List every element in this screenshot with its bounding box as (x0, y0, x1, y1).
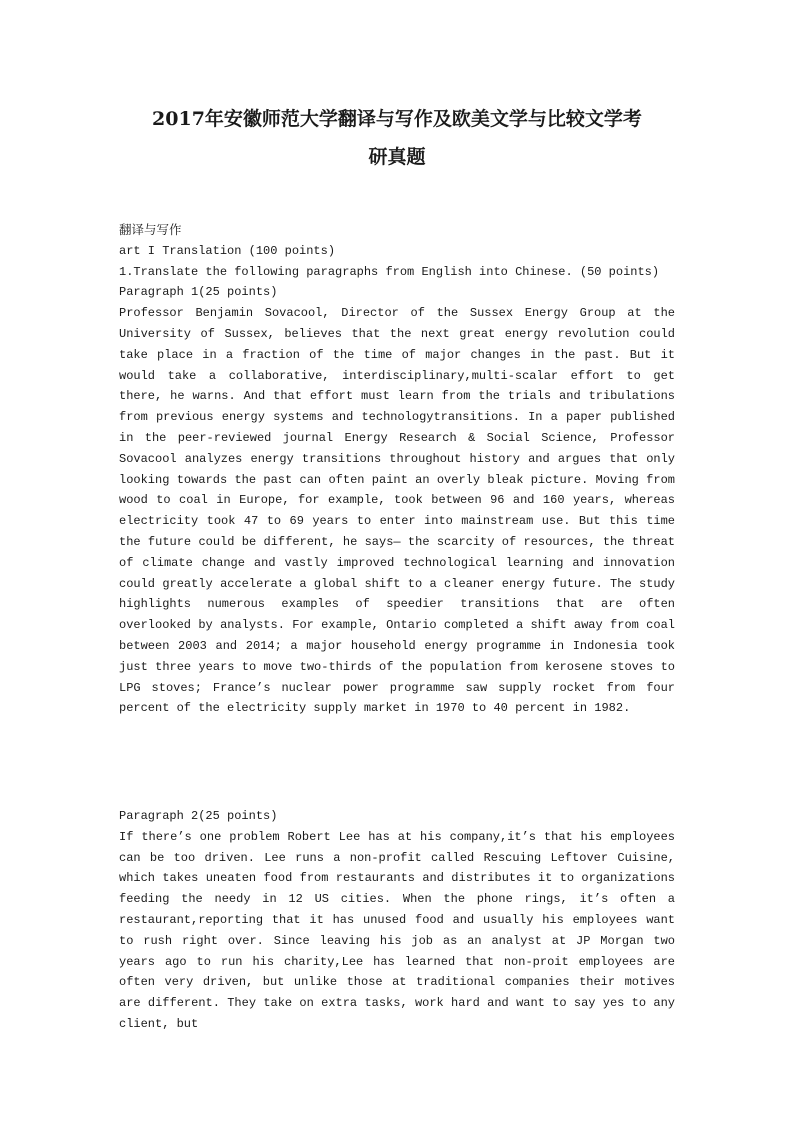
section-heading: 翻译与写作 (119, 222, 182, 237)
content-block-1 (119, 220, 675, 719)
paragraph-2-text: If there’s one problem Robert Lee has at his company,it’s that his employees can be too driven. Lee runs a non-profit called Rescuing Leftover Cuisine, which takes uneaten food from restaurants and distributes it to organizations feeding the needy in 12 US cities. When the phone rings, it’s often a restaurant,reporting that it has unused food and usually his employees want to rush right over. Since leaving his job as an analyst at JP Morgan two years ago to run his charity,Lee has learned that non-proit employees are often very driven, but unlike those at traditional companies their motives are different. They take on extra tasks, work hard and want to say yes to any client, but (119, 829, 675, 1031)
part-heading: art I Translation (100 points) (119, 243, 336, 258)
content-block-2 (119, 806, 675, 1035)
paragraph-1-text: Professor Benjamin Sovacool, Director of the Sussex Energy Group at the University of Sussex, believes that the next great energy revolution could take place in a fraction of the time of major changes in the past. But it would take a collaborative, interdisciplinary,multi-scalar effort to get there, he warns. And that effort must learn from the trials and tribulations from previous energy systems and technologytransitions. In a paper published in the peer-reviewed journal Energy Research & Social Science, Professor Sovacool analyzes energy transitions throughout history and argues that only looking towards the past can often paint an overly bleak picture. Moving from wood to coal in Europe, for example, took between 96 and 160 years, whereas electricity took 47 to 69 years to enter into mainstream use. But this time the future could be different, he says— the scarcity of resources, the threat of climate change and vastly improved technological learning and innovation could greatly accelerate a global shift to a cleaner energy future. The study highlights numerous examples of speedier transitions that are often overlooked by analysts. For example, Ontario completed a shift away from coal between 2003 and 2014; a major household energy programme in Indonesia took just three years to move two-thirds of the population from kerosene stoves to LPG stoves; France’s nuclear power programme saw supply rocket from four percent of the electricity supply market in 1970 to 40 percent in 1982. (119, 306, 675, 716)
paragraph-2-heading: Paragraph 2(25 points) (119, 809, 278, 823)
title-line-2: 研真题 (368, 146, 426, 168)
paragraph-1-heading: Paragraph 1(25 points) (119, 285, 278, 300)
question-instruction: 1.Translate the following paragraphs from English into Chinese. (50 points) (119, 264, 660, 279)
document-title (100, 100, 694, 176)
title-line-1: 2017年安徽师范大学翻译与写作及欧美文学与比较文学考 (152, 108, 642, 130)
